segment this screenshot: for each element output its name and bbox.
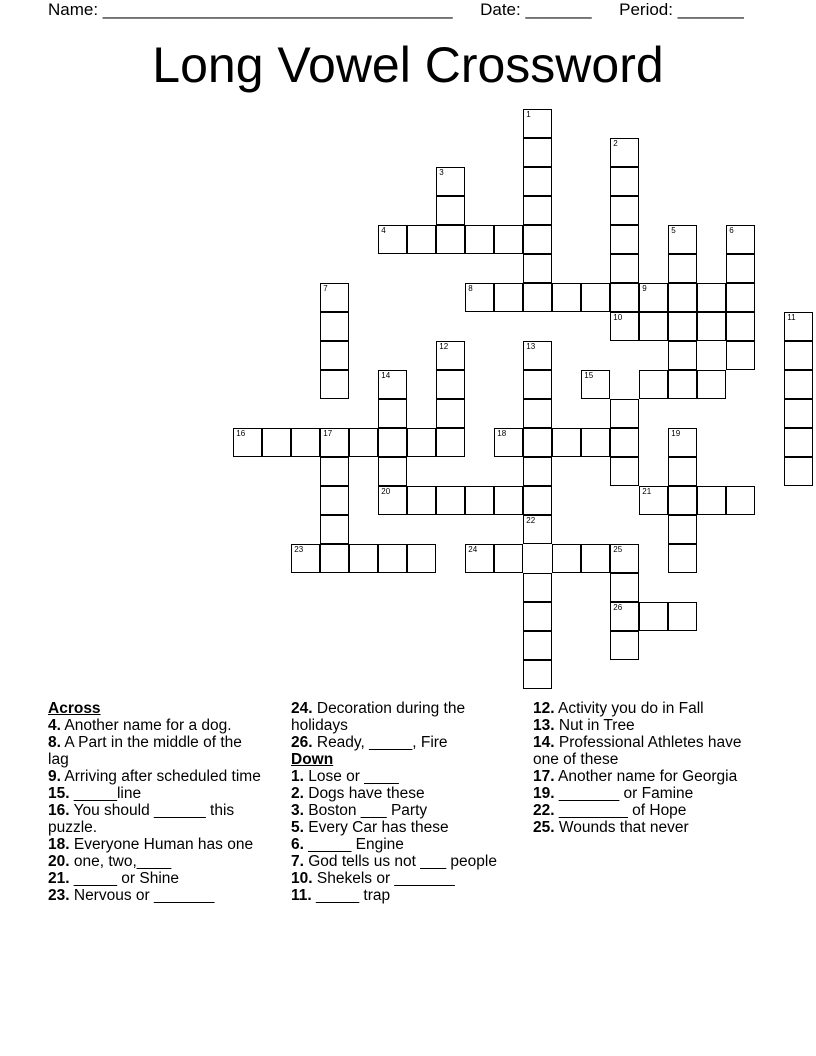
- clue-text: Another name for Georgia: [554, 768, 738, 785]
- across-clue-list-continued: [291, 700, 511, 751]
- grid-cell[interactable]: [668, 312, 697, 341]
- grid-cell[interactable]: [291, 544, 320, 573]
- clue-text: God tells us not ___ people: [303, 853, 497, 870]
- grid-cell[interactable]: [610, 283, 639, 312]
- grid-cell[interactable]: [697, 312, 726, 341]
- grid-cell[interactable]: [320, 312, 349, 341]
- grid-cell[interactable]: [436, 341, 465, 370]
- clue-number-label: 25.: [533, 819, 555, 836]
- grid-cell[interactable]: [668, 486, 697, 515]
- grid-cell[interactable]: [378, 457, 407, 486]
- down-heading: Down: [291, 751, 334, 768]
- clue-text: You should ______ this puzzle.: [48, 802, 235, 836]
- grid-cell[interactable]: [465, 486, 494, 515]
- grid-cell[interactable]: [726, 312, 755, 341]
- grid-cell[interactable]: [668, 544, 697, 573]
- grid-cell[interactable]: [726, 341, 755, 370]
- clue-number: 1: [526, 110, 531, 120]
- grid-cell[interactable]: [320, 457, 349, 486]
- clue-column-1: [48, 700, 263, 904]
- grid-cell[interactable]: [523, 660, 552, 689]
- page-title: Long Vowel Crossword: [152, 37, 664, 93]
- grid-cell[interactable]: [378, 428, 407, 457]
- grid-cell[interactable]: [668, 370, 697, 399]
- grid-cell[interactable]: [523, 254, 552, 283]
- clue-text: Decoration during the holidays: [291, 700, 466, 734]
- clue-number-label: 3.: [291, 802, 304, 819]
- grid-cell[interactable]: [581, 283, 610, 312]
- clue-item: [291, 853, 511, 870]
- clue-text: Professional Athletes have one of these: [533, 734, 742, 768]
- grid-cell[interactable]: [726, 254, 755, 283]
- worksheet-header: [48, 0, 744, 20]
- grid-cell[interactable]: [320, 486, 349, 515]
- grid-cell[interactable]: [378, 225, 407, 254]
- clue-number: 22: [526, 516, 536, 526]
- clue-item: [533, 819, 743, 836]
- clue-item: [48, 785, 263, 802]
- grid-cell[interactable]: [320, 515, 349, 544]
- grid-cell[interactable]: [436, 167, 465, 196]
- grid-cell[interactable]: [784, 428, 813, 457]
- grid-cell[interactable]: [436, 428, 465, 457]
- clue-number-label: 4.: [48, 717, 61, 734]
- clue-number: 14: [381, 371, 391, 381]
- clue-number-label: 21.: [48, 870, 70, 887]
- clue-number: 8: [468, 284, 473, 294]
- grid-cell[interactable]: [407, 486, 436, 515]
- grid-cell[interactable]: [784, 370, 813, 399]
- clue-number-label: 13.: [533, 717, 555, 734]
- grid-cell[interactable]: [436, 486, 465, 515]
- clue-text: ________ of Hope: [554, 802, 687, 819]
- clue-item: [291, 785, 511, 802]
- clue-item: [533, 785, 743, 802]
- grid-cell[interactable]: [697, 370, 726, 399]
- date-field-label: Date: _______: [480, 0, 592, 19]
- grid-cell[interactable]: [465, 225, 494, 254]
- clue-item: [291, 870, 511, 887]
- clue-number: 15: [584, 371, 594, 381]
- grid-cell[interactable]: [610, 225, 639, 254]
- grid-cell[interactable]: [320, 370, 349, 399]
- clue-text: Lose or ____: [303, 768, 399, 785]
- grid-cell[interactable]: [523, 428, 552, 457]
- clue-number-label: 23.: [48, 887, 70, 904]
- clue-number-label: 14.: [533, 734, 555, 751]
- grid-cell[interactable]: [726, 486, 755, 515]
- grid-cell[interactable]: [465, 283, 494, 312]
- clue-number: 23: [294, 545, 304, 555]
- grid-cell[interactable]: [523, 138, 552, 167]
- clue-column-3: [533, 700, 743, 836]
- clue-number: 11: [787, 313, 796, 323]
- grid-cell[interactable]: [610, 254, 639, 283]
- grid-cell[interactable]: [784, 312, 813, 341]
- grid-cell[interactable]: [465, 544, 494, 573]
- clue-number: 6: [729, 226, 734, 236]
- grid-cell[interactable]: [784, 399, 813, 428]
- clue-text: Wounds that never: [554, 819, 689, 836]
- grid-cell[interactable]: [436, 399, 465, 428]
- clue-text: Boston ___ Party: [303, 802, 428, 819]
- clue-item: [48, 734, 263, 768]
- clue-item: [48, 887, 263, 904]
- clue-item: [533, 768, 743, 785]
- grid-cell[interactable]: [610, 573, 639, 602]
- down-clue-list-continued: [533, 700, 743, 836]
- clue-text: Another name for a dog.: [60, 717, 232, 734]
- clue-item: [533, 734, 743, 768]
- clue-text: Shekels or _______: [312, 870, 455, 887]
- clue-number: 16: [236, 429, 246, 439]
- grid-cell[interactable]: [407, 428, 436, 457]
- clue-item: [48, 870, 263, 887]
- grid-cell[interactable]: [639, 370, 668, 399]
- grid-cell[interactable]: [668, 254, 697, 283]
- clue-number-label: 8.: [48, 734, 61, 751]
- clue-number-label: 20.: [48, 853, 70, 870]
- clue-number: 19: [671, 429, 681, 439]
- grid-cell[interactable]: [523, 486, 552, 515]
- grid-cell[interactable]: [378, 399, 407, 428]
- grid-cell[interactable]: [523, 457, 552, 486]
- grid-cell[interactable]: [523, 399, 552, 428]
- grid-cell[interactable]: [233, 428, 262, 457]
- clue-number-label: 5.: [291, 819, 304, 836]
- grid-cell[interactable]: [378, 486, 407, 515]
- clue-text: Nut in Tree: [554, 717, 635, 734]
- grid-cell[interactable]: [726, 283, 755, 312]
- grid-cell[interactable]: [523, 370, 552, 399]
- clue-item: [291, 802, 511, 819]
- grid-cell[interactable]: [552, 283, 581, 312]
- grid-cell[interactable]: [494, 225, 523, 254]
- grid-cell[interactable]: [581, 428, 610, 457]
- grid-cell[interactable]: [610, 457, 639, 486]
- grid-cell[interactable]: [378, 544, 407, 573]
- grid-cell[interactable]: [581, 544, 610, 573]
- grid-cell[interactable]: [523, 341, 552, 370]
- clue-number-label: 15.: [48, 785, 70, 802]
- clue-number: 21: [642, 487, 652, 497]
- clue-item: [291, 768, 511, 785]
- grid-cell[interactable]: [668, 283, 697, 312]
- clue-number: 25: [613, 545, 623, 555]
- grid-cell[interactable]: [639, 312, 668, 341]
- clue-text: one, two,____: [69, 853, 172, 870]
- clue-number: 12: [439, 342, 449, 352]
- clue-number: 17: [323, 429, 333, 439]
- clue-item: [533, 802, 743, 819]
- clue-number: 26: [613, 603, 623, 613]
- clue-text: Nervous or _______: [69, 887, 215, 904]
- clue-number-label: 11.: [291, 887, 312, 904]
- grid-cell[interactable]: [523, 167, 552, 196]
- clue-item: [291, 700, 511, 734]
- grid-cell[interactable]: [668, 428, 697, 457]
- grid-cell[interactable]: [610, 602, 639, 631]
- clue-number-label: 16.: [48, 802, 70, 819]
- grid-cell[interactable]: [639, 602, 668, 631]
- grid-cell[interactable]: [610, 138, 639, 167]
- clue-item: [48, 717, 263, 734]
- clue-item: [291, 887, 511, 904]
- grid-cell[interactable]: [668, 602, 697, 631]
- grid-cell[interactable]: [668, 457, 697, 486]
- grid-cell[interactable]: [610, 167, 639, 196]
- grid-cell[interactable]: [262, 428, 291, 457]
- clue-column-2: [291, 700, 511, 904]
- grid-cell[interactable]: [784, 341, 813, 370]
- clue-text: _______ or Famine: [554, 785, 694, 802]
- clue-number: 5: [671, 226, 676, 236]
- grid-cell[interactable]: [610, 312, 639, 341]
- grid-cell[interactable]: [320, 283, 349, 312]
- clue-text: Everyone Human has one: [69, 836, 254, 853]
- clue-number-label: 17.: [533, 768, 555, 785]
- clue-number: 4: [381, 226, 386, 236]
- clue-number: 10: [613, 313, 623, 323]
- clue-number: 24: [468, 545, 478, 555]
- clue-number: 20: [381, 487, 391, 497]
- grid-cell[interactable]: [291, 428, 320, 457]
- grid-cell[interactable]: [523, 109, 552, 138]
- clue-text: Arriving after scheduled time: [60, 768, 261, 785]
- grid-cell[interactable]: [378, 370, 407, 399]
- clue-number-label: 12.: [533, 700, 555, 717]
- grid-cell[interactable]: [436, 196, 465, 225]
- clue-number-label: 1.: [291, 768, 304, 785]
- clue-number-label: 22.: [533, 802, 555, 819]
- clue-number: 7: [323, 284, 328, 294]
- clue-number-label: 10.: [291, 870, 313, 887]
- grid-cell[interactable]: [610, 428, 639, 457]
- grid-cell[interactable]: [523, 196, 552, 225]
- clue-text: Ready, _____, Fire: [312, 734, 448, 751]
- clue-number: 18: [497, 429, 507, 439]
- grid-cell[interactable]: [552, 544, 581, 573]
- grid-cell[interactable]: [320, 428, 349, 457]
- grid-cell[interactable]: [436, 225, 465, 254]
- clue-number-label: 6.: [291, 836, 304, 853]
- clue-number-label: 19.: [533, 785, 555, 802]
- grid-cell[interactable]: [610, 544, 639, 573]
- grid-cell[interactable]: [523, 573, 552, 602]
- clue-item: [48, 853, 263, 870]
- clue-number-label: 2.: [291, 785, 304, 802]
- clue-text: _____ or Shine: [69, 870, 180, 887]
- clue-text: Dogs have these: [303, 785, 425, 802]
- clue-item: [291, 819, 511, 836]
- period-field-label: Period: _______: [619, 0, 744, 19]
- grid-cell[interactable]: [494, 428, 523, 457]
- clue-number: 13: [526, 342, 536, 352]
- grid-cell[interactable]: [552, 428, 581, 457]
- across-clue-list: [48, 717, 263, 904]
- name-field-label: Name: _____________________________________: [48, 0, 453, 19]
- grid-cell[interactable]: [523, 602, 552, 631]
- clue-text: Activity you do in Fall: [554, 700, 704, 717]
- grid-cell[interactable]: [697, 486, 726, 515]
- grid-cell[interactable]: [349, 544, 378, 573]
- clue-number-label: 18.: [48, 836, 70, 853]
- grid-cell[interactable]: [523, 631, 552, 660]
- grid-cell[interactable]: [610, 399, 639, 428]
- across-heading: Across: [48, 700, 101, 717]
- clue-number-label: 26.: [291, 734, 313, 751]
- clue-text: _____ trap: [311, 887, 391, 904]
- clue-item: [48, 802, 263, 836]
- clue-number: 2: [613, 139, 618, 149]
- down-clue-list: [291, 768, 511, 904]
- grid-cell[interactable]: [668, 515, 697, 544]
- grid-cell[interactable]: [494, 283, 523, 312]
- grid-cell[interactable]: [494, 486, 523, 515]
- clue-text: A Part in the middle of the lag: [48, 734, 242, 768]
- clue-item: [533, 717, 743, 734]
- clue-number: 3: [439, 168, 444, 178]
- grid-cell[interactable]: [668, 225, 697, 254]
- grid-cell[interactable]: [349, 428, 378, 457]
- clue-number-label: 7.: [291, 853, 304, 870]
- grid-cell[interactable]: [639, 283, 668, 312]
- grid-cell[interactable]: [639, 486, 668, 515]
- grid-cell[interactable]: [581, 370, 610, 399]
- grid-cell[interactable]: [523, 283, 552, 312]
- clue-item: [533, 700, 743, 717]
- grid-cell[interactable]: [436, 370, 465, 399]
- grid-cell[interactable]: [320, 341, 349, 370]
- clue-number: 9: [642, 284, 647, 294]
- grid-cell[interactable]: [494, 544, 523, 573]
- grid-cell[interactable]: [726, 225, 755, 254]
- grid-cell[interactable]: [407, 225, 436, 254]
- grid-cell[interactable]: [610, 631, 639, 660]
- clue-item: [48, 836, 263, 853]
- clue-text: _____line: [69, 785, 142, 802]
- clue-number-label: 9.: [48, 768, 61, 785]
- clue-item: [291, 836, 511, 853]
- clue-number-label: 24.: [291, 700, 313, 717]
- grid-cell[interactable]: [668, 341, 697, 370]
- grid-cell[interactable]: [320, 544, 349, 573]
- grid-cell[interactable]: [697, 283, 726, 312]
- grid-cell[interactable]: [523, 225, 552, 254]
- clue-text: Every Car has these: [303, 819, 449, 836]
- grid-cell[interactable]: [610, 196, 639, 225]
- grid-cell[interactable]: [523, 515, 552, 544]
- clue-text: _____ Engine: [303, 836, 404, 853]
- clue-item: [48, 768, 263, 785]
- grid-cell[interactable]: [407, 544, 436, 573]
- clue-item: [291, 734, 511, 751]
- grid-cell[interactable]: [784, 457, 813, 486]
